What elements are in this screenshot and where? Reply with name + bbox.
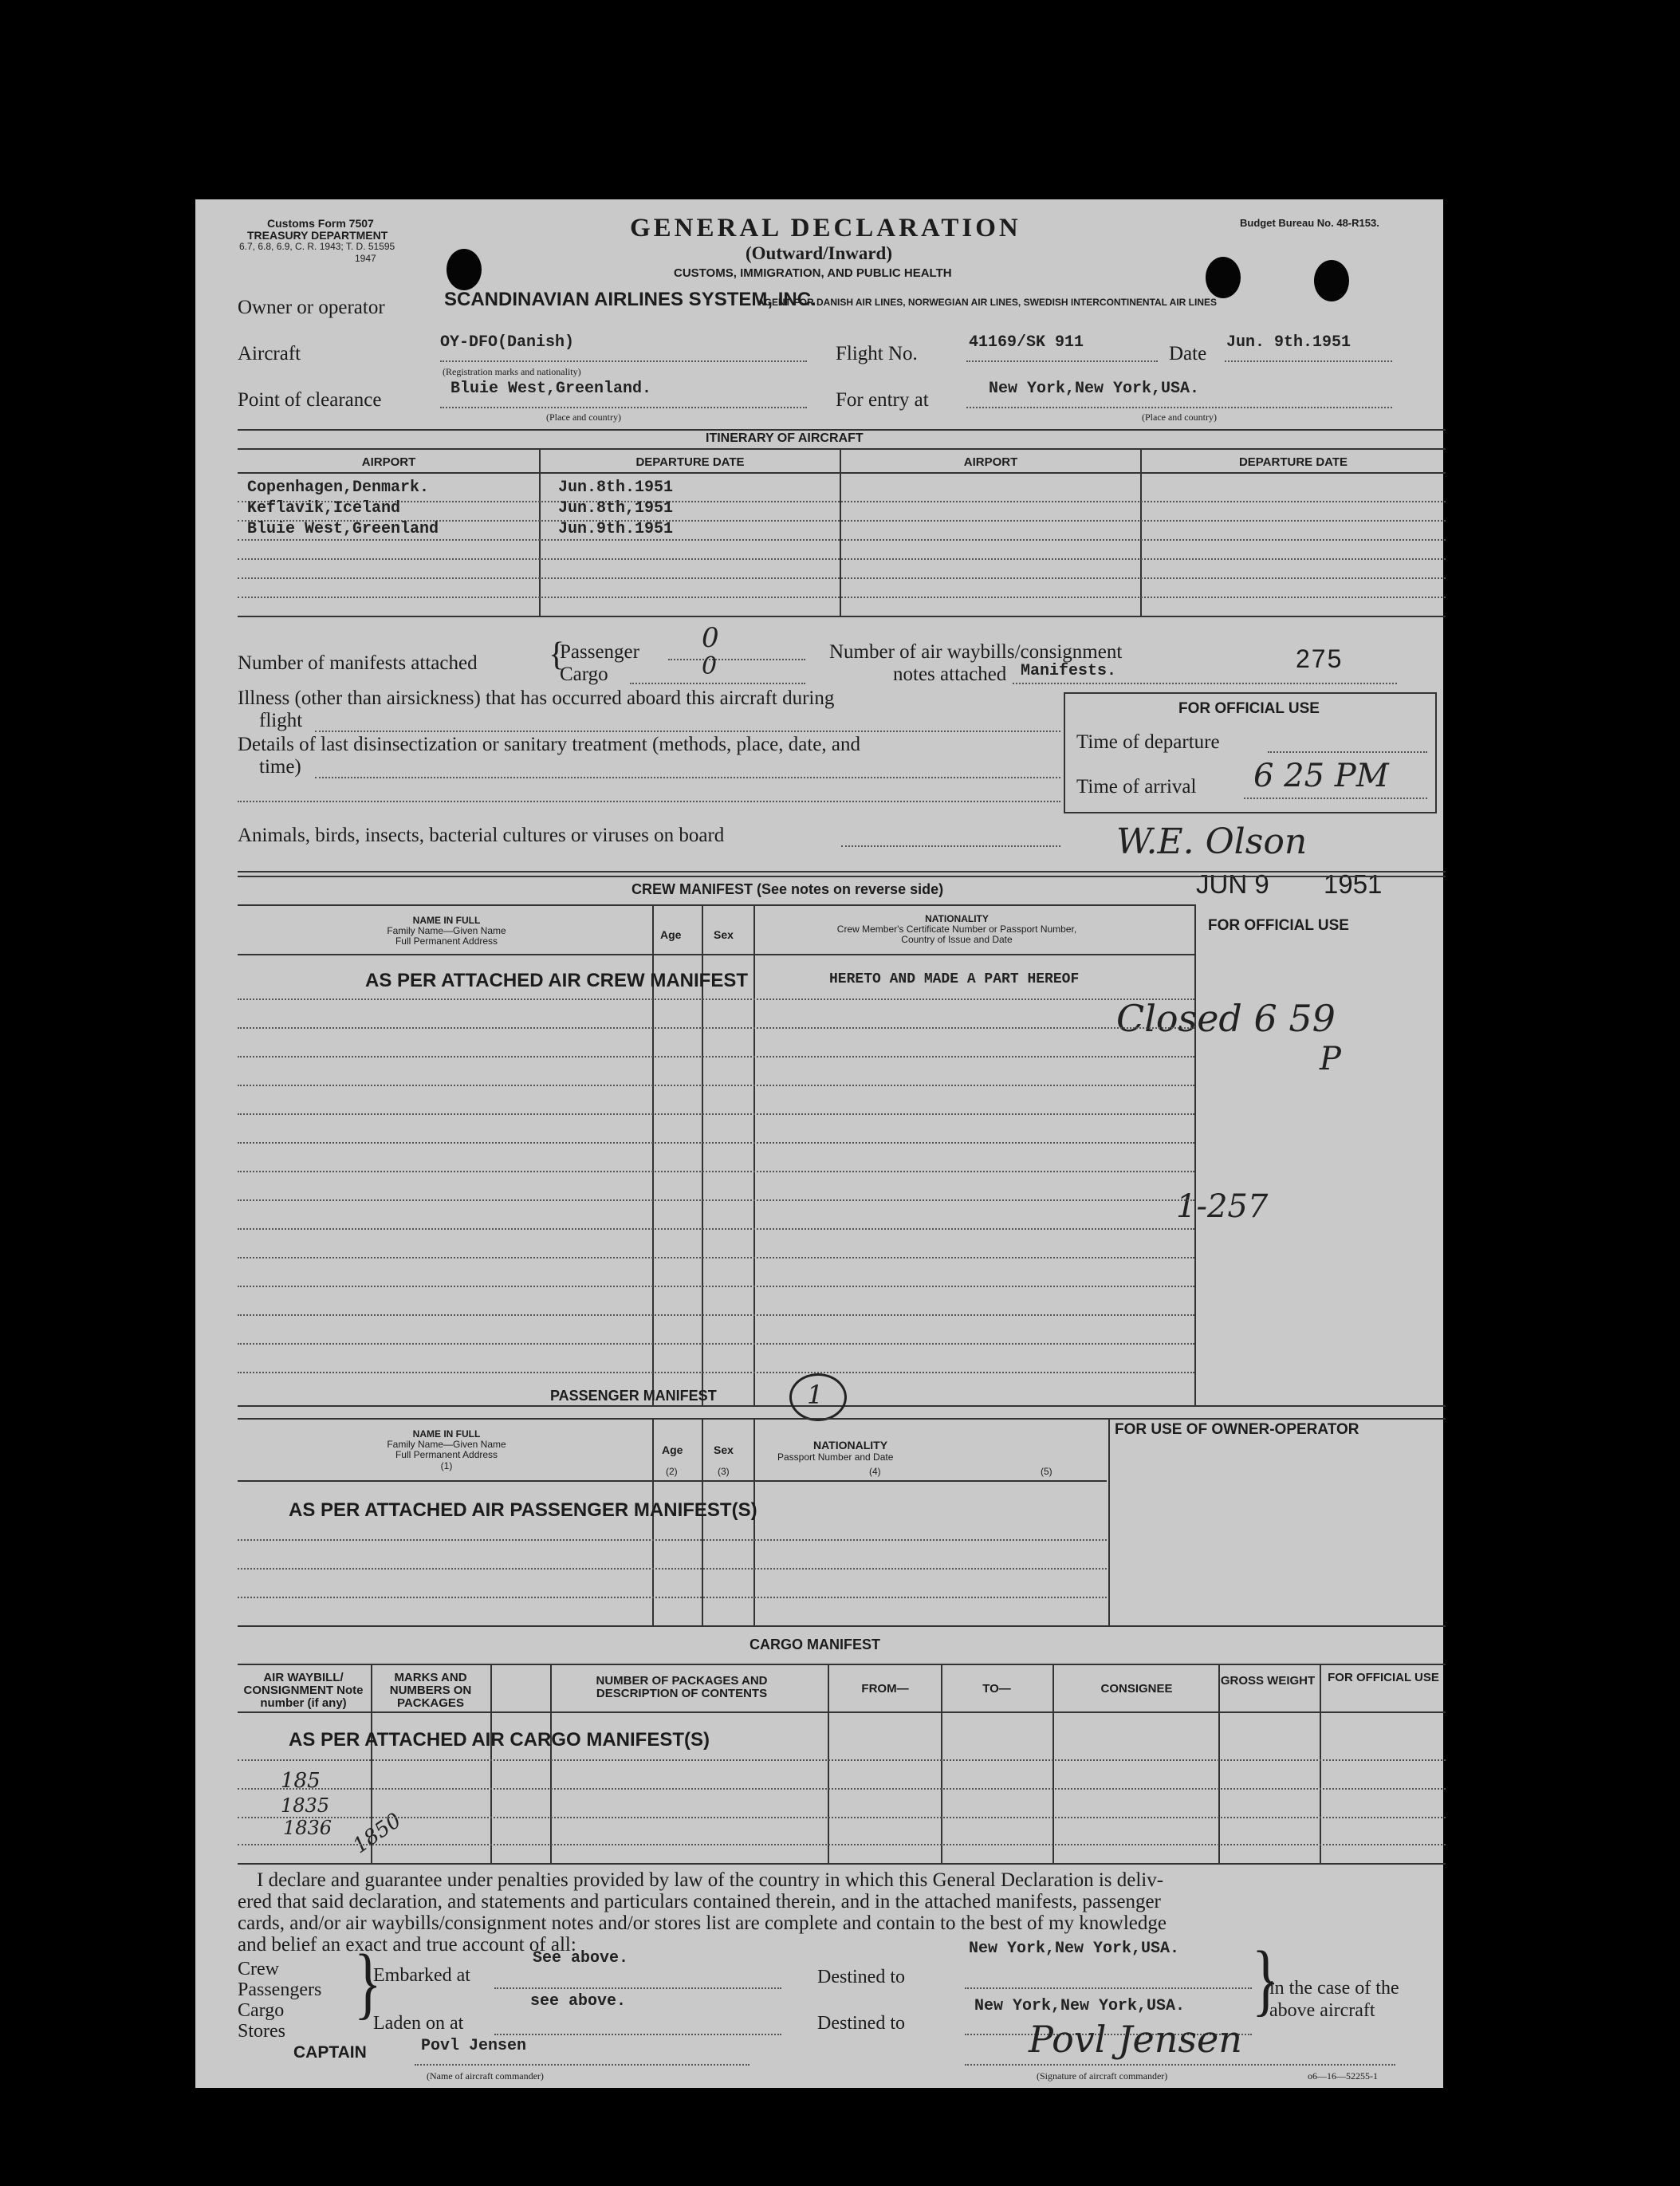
waybills-label: Number of air waybills/consignment (829, 641, 1123, 663)
passenger-manifest-title: PASSENGER MANIFEST (550, 1388, 717, 1404)
itinerary-airport-1: Copenhagen,Denmark. (247, 479, 430, 497)
itinerary-date-1: Jun.8th.1951 (558, 479, 674, 497)
passenger-col-age: Age (662, 1444, 683, 1456)
cargo-count-value: 0 (702, 652, 718, 680)
crew-col-name: NAME IN FULL (412, 915, 481, 926)
date-label: Date (1169, 343, 1207, 364)
waybills-typed: Manifests. (1021, 662, 1117, 680)
entry-value: New York,New York,USA. (989, 380, 1200, 398)
destined-label-1: Destined to (817, 1967, 905, 1987)
cargo-note-2: 1835 (281, 1794, 330, 1817)
form-subtitle: CUSTOMS, IMMIGRATION, AND PUBLIC HEALTH (674, 266, 952, 280)
official-use-title: FOR OFFICIAL USE (1178, 700, 1320, 717)
entry-label: For entry at (836, 389, 929, 411)
decl-crew-label: Crew (238, 1959, 279, 1979)
destined-label-2: Destined to (817, 2013, 905, 2034)
cargo-entry: AS PER ATTACHED AIR CARGO MANIFEST(S) (289, 1729, 710, 1751)
cargo-col-marks: MARKS AND NUMBERS ON PACKAGES (389, 1671, 472, 1710)
laden-value: see above. (530, 1992, 627, 2011)
flight-label: Flight No. (836, 343, 918, 364)
itinerary-header-airport: AIRPORT (361, 455, 416, 469)
department: TREASURY DEPARTMENT (247, 229, 388, 242)
captain-name-note: (Name of aircraft commander) (427, 2070, 544, 2082)
itinerary-airport-2: Keflavik,Iceland (247, 499, 401, 518)
inspector-signature: W.E. Olson (1116, 821, 1308, 862)
laden-label: Laden on at (373, 2013, 464, 2034)
crew-entry-typed: HERETO AND MADE A PART HEREOF (829, 971, 1080, 987)
declaration-text-1: I declare and guarantee under penalties provided by law of the country in which this General Declaration is deliv- (257, 1869, 1164, 1891)
destination-2: New York,New York,USA. (974, 1997, 1186, 2015)
itinerary-title: ITINERARY OF AIRCRAFT (706, 431, 864, 445)
cargo-col-consignee: CONSIGNEE (1100, 1682, 1173, 1696)
crew-manifest-title: CREW MANIFEST (See notes on reverse side) (631, 881, 944, 897)
decl-passengers-label: Passengers (238, 1979, 322, 2000)
cargo-col-weight: GROSS WEIGHT (1220, 1674, 1316, 1688)
crew-col-sex: Sex (714, 928, 734, 941)
form-title: GENERAL DECLARATION (630, 214, 1021, 242)
disinsect-label-2: time) (259, 756, 301, 778)
crew-closed-note: Closed 6 59 (1116, 997, 1336, 1040)
declaration-text-3: cards, and/or air waybills/consignment notes and/or stores list are complete and contain to the best of my knowledge (238, 1912, 1167, 1934)
punch-hole (1206, 257, 1241, 298)
embarked-value: See above. (533, 1949, 629, 1967)
passenger-circled-number: 1 (807, 1380, 824, 1410)
crew-official-use: FOR OFFICIAL USE (1208, 917, 1349, 934)
passenger-col-n1: (1) (440, 1459, 453, 1471)
embarked-label: Embarked at (373, 1965, 470, 1986)
owner-label: Owner or operator (238, 297, 385, 318)
operator-agent: AGENT FOR DANISH AIR LINES, NORWEGIAN AIR LINES, SWEDISH INTERCONTINENTAL AIR LINES (757, 297, 1218, 308)
arrival-time-value: 6 25 PM (1253, 758, 1389, 794)
disinsect-label: Details of last disinsectization or sanitary treatment (methods, place, date, and (238, 734, 860, 755)
crew-col-name-2: Family Name—Given Name (387, 925, 506, 937)
aircraft-label: Aircraft (238, 343, 301, 364)
owner-operator-use: FOR USE OF OWNER-OPERATOR (1115, 1421, 1359, 1438)
passenger-col-n2: (2) (666, 1466, 678, 1477)
itinerary-header-airport-2: AIRPORT (963, 455, 1018, 469)
punch-hole (1314, 260, 1349, 301)
date-value: Jun. 9th.1951 (1226, 333, 1351, 352)
passenger-col-name-2: Family Name—Given Name (387, 1439, 506, 1451)
passenger-col-name-3: Full Permanent Address (395, 1449, 498, 1461)
operator-name: SCANDINAVIAN AIRLINES SYSTEM, INC. (444, 289, 816, 310)
direction: (Outward/Inward) (746, 243, 893, 263)
clearance-label: Point of clearance (238, 389, 382, 411)
itinerary-header-date: DEPARTURE DATE (635, 455, 745, 469)
date-stamp-month: JUN 9 (1196, 869, 1269, 899)
decl-stores-label: Stores (238, 2021, 285, 2042)
print-code: o6—16—52255-1 (1308, 2070, 1378, 2082)
itinerary-date-2: Jun.8th,1951 (558, 499, 674, 518)
crew-range-note: 1-257 (1176, 1188, 1269, 1225)
clearance-value: Bluie West,Greenland. (450, 380, 652, 398)
registration-note: (Registration marks and nationality) (443, 366, 581, 377)
crew-col-nationality-3: Country of Issue and Date (901, 934, 1013, 946)
passenger-col-nationality: NATIONALITY (813, 1439, 888, 1451)
cargo-manifest-title: CARGO MANIFEST (750, 1637, 880, 1652)
crew-col-nationality: NATIONALITY (925, 913, 989, 924)
passenger-count-label: Passenger (560, 641, 639, 663)
crew-initial: P (1320, 1041, 1341, 1077)
captain-name: Povl Jensen (421, 2037, 527, 2055)
captain-signature: Povl Jensen (1029, 2018, 1242, 2061)
budget-number: Budget Bureau No. 48-R153. (1240, 217, 1379, 229)
passenger-col-nationality-2: Passport Number and Date (777, 1451, 894, 1463)
declaration-text-2: ered that said declaration, and statements and particulars contained therein, and in the attached manifests, passenger (238, 1891, 1161, 1912)
destination-1: New York,New York,USA. (969, 1940, 1180, 1958)
cargo-note-3: 1836 (283, 1817, 332, 1839)
waybills-count: 275 (1296, 644, 1344, 673)
crew-entry: AS PER ATTACHED AIR CREW MANIFEST (365, 970, 748, 991)
regulations: 6.7, 6.8, 6.9, C. R. 1943; T. D. 51595 (239, 241, 395, 252)
form-year: 1947 (355, 253, 376, 264)
cargo-col-waybill: AIR WAYBILL/ CONSIGNMENT Note number (if any) (243, 1671, 364, 1710)
arrival-time-label: Time of arrival (1076, 776, 1197, 798)
crew-col-age: Age (660, 928, 682, 941)
entry-note: (Place and country) (1142, 412, 1217, 423)
passenger-col-sex: Sex (714, 1444, 734, 1456)
declaration-text-4: and belief an exact and true account of all: (238, 1934, 576, 1956)
waybills-label-2: notes attached (893, 664, 1007, 685)
passenger-col-name: NAME IN FULL (412, 1428, 481, 1440)
animals-label: Animals, birds, insects, bacterial cultures or viruses on board (238, 825, 725, 846)
cargo-col-description: NUMBER OF PACKAGES AND DESCRIPTION OF CONTENTS (596, 1674, 768, 1700)
aircraft-value: OY-DFO(Danish) (440, 333, 575, 352)
manifests-label: Number of manifests attached (238, 652, 478, 674)
cargo-col-official: FOR OFFICIAL USE (1328, 1671, 1439, 1684)
clearance-note: (Place and country) (546, 412, 621, 423)
illness-label-2: flight (259, 710, 303, 731)
case-text-2: above aircraft (1269, 2000, 1375, 2021)
date-stamp-year: 1951 (1324, 869, 1383, 899)
cargo-col-from: FROM— (861, 1682, 909, 1696)
itinerary-header-date-2: DEPARTURE DATE (1238, 455, 1348, 469)
passenger-col-n4: (4) (869, 1466, 881, 1477)
illness-label: Illness (other than airsickness) that has occurred aboard this aircraft during (238, 687, 835, 709)
crew-col-name-3: Full Permanent Address (395, 935, 498, 947)
cargo-note-4: 1850 (348, 1808, 406, 1859)
departure-time-label: Time of departure (1076, 731, 1220, 753)
flight-value: 41169/SK 911 (969, 333, 1084, 352)
itinerary-airport-3: Bluie West,Greenland (247, 520, 439, 538)
cargo-col-to: TO— (982, 1682, 1011, 1696)
itinerary-date-3: Jun.9th.1951 (558, 520, 674, 538)
captain-label: CAPTAIN (293, 2043, 367, 2062)
passenger-count-value: 0 (702, 622, 719, 654)
passenger-col-n3: (3) (718, 1466, 730, 1477)
signature-note: (Signature of aircraft commander) (1037, 2070, 1168, 2082)
passenger-entry: AS PER ATTACHED AIR PASSENGER MANIFEST(S) (289, 1499, 757, 1521)
cargo-count-label: Cargo (560, 664, 608, 685)
decl-cargo-label: Cargo (238, 2000, 285, 2021)
cargo-note-1: 185 (281, 1769, 321, 1793)
form-number: Customs Form 7507 (267, 217, 374, 230)
crew-col-nationality-2: Crew Member's Certificate Number or Passport Number, (836, 924, 1077, 935)
case-text-1: in the case of the (1269, 1978, 1399, 1999)
passenger-col-n5: (5) (1041, 1466, 1052, 1477)
punch-hole (447, 249, 482, 290)
